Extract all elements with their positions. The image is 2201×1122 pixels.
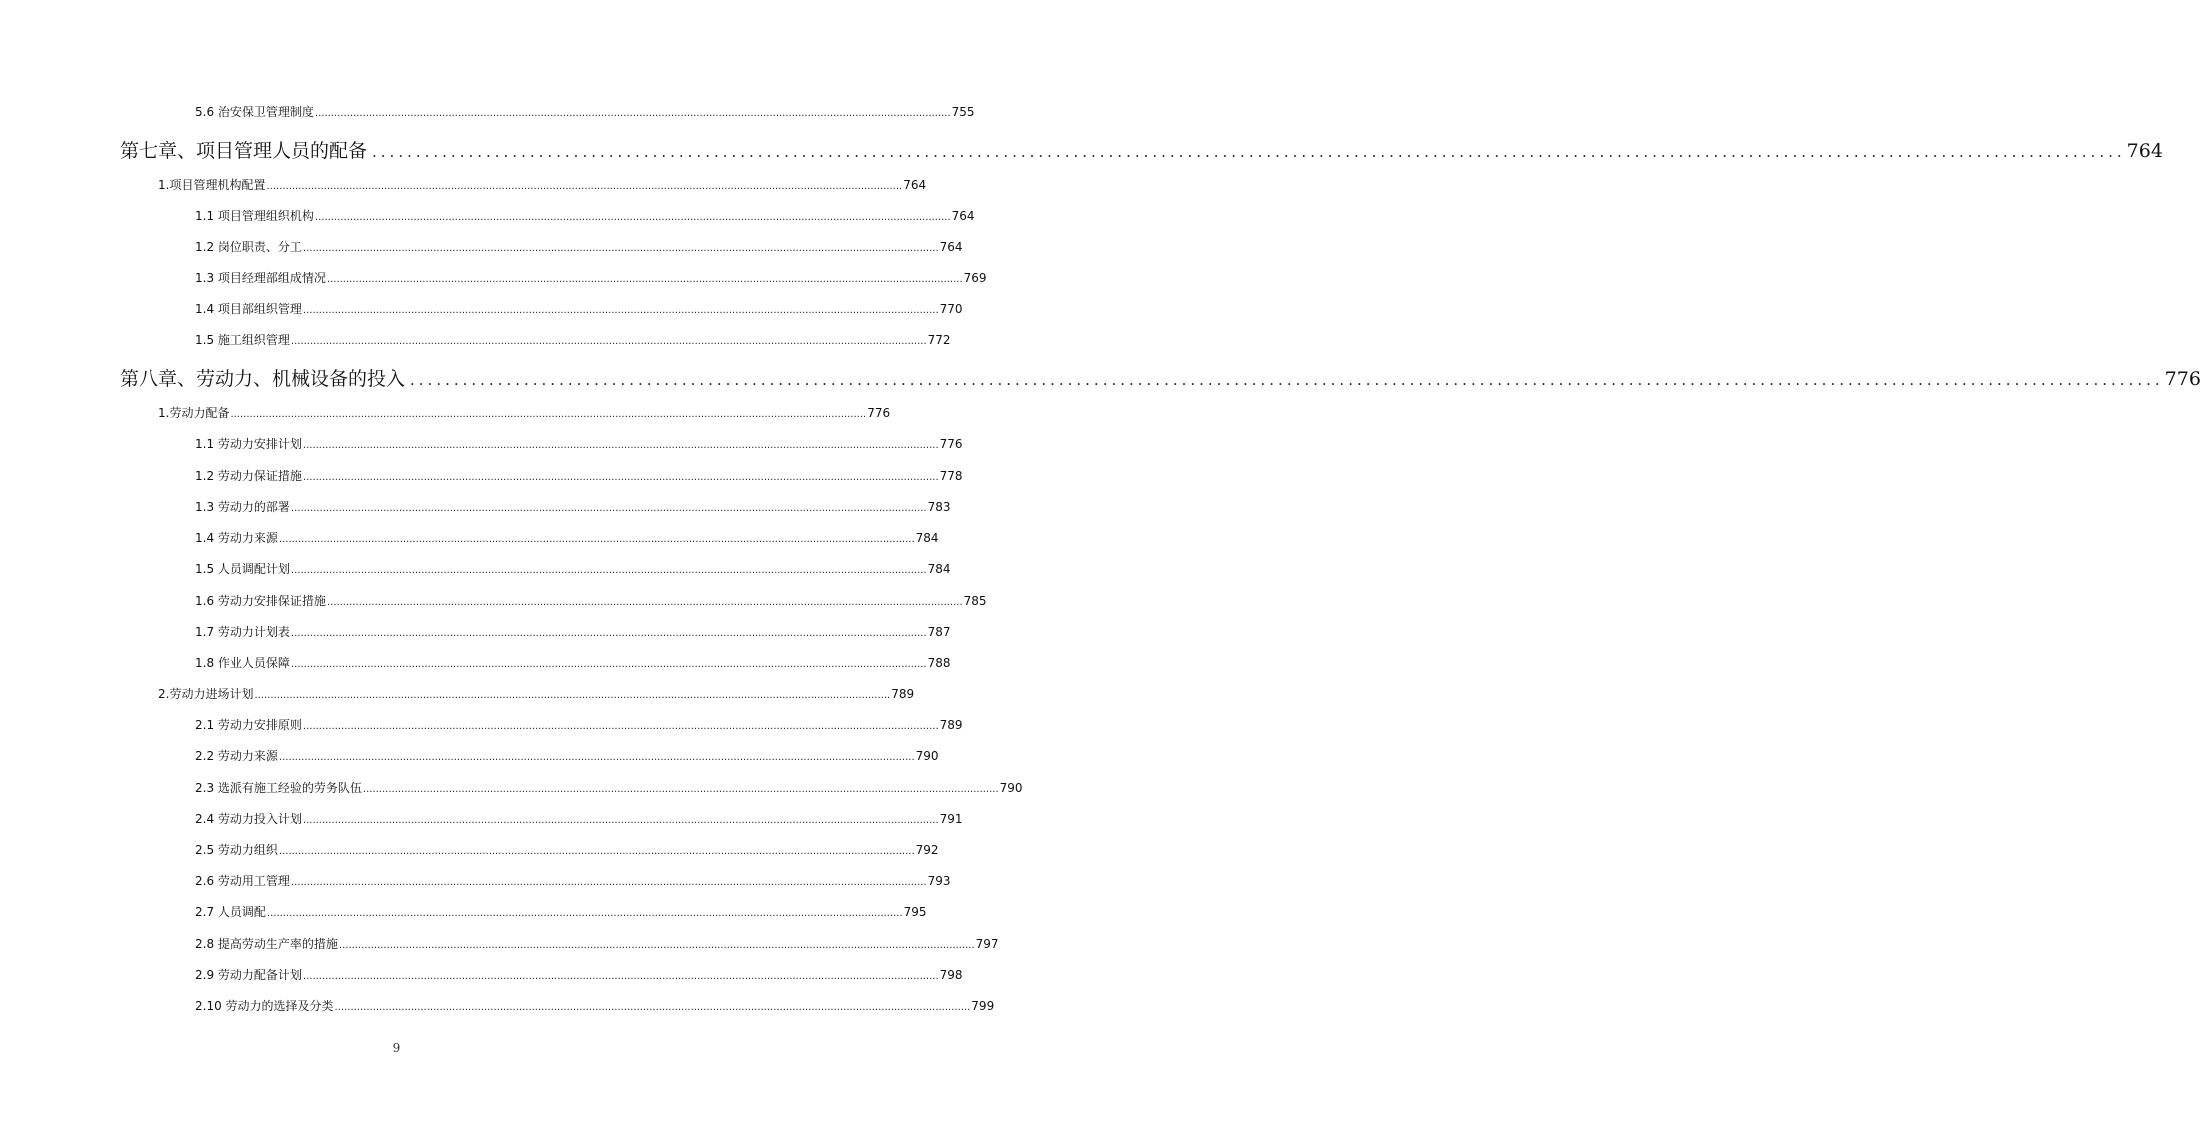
dot-leader: ........................................................................................................................................................................................................ [290, 628, 927, 639]
dot-leader: ........................................................................................................................................................................................................ [254, 690, 891, 701]
toc-entry-label: 2.7 人员调配 [195, 905, 266, 919]
toc-entry-page: 776 [939, 437, 963, 451]
toc-entry-page: 784 [927, 562, 951, 576]
toc-section[interactable] [158, 685, 915, 703]
toc-entry-label: 2.1 劳动力安排原则 [195, 718, 302, 732]
toc-entry-label: 2.8 提高劳动生产率的措施 [195, 937, 338, 951]
page-number: 9 [392, 1041, 401, 1055]
toc-entry-label: 2.5 劳动力组织 [195, 843, 278, 857]
toc-entry[interactable] [195, 810, 963, 828]
toc-entry-page: 790 [915, 749, 939, 763]
toc-entry-page: 783 [927, 500, 951, 514]
toc-entry-label: 1.5 人员调配计划 [195, 562, 290, 576]
toc-entry[interactable] [195, 872, 951, 890]
toc-entry-page: 785 [963, 594, 987, 608]
toc-entry-label: 2.6 劳动用工管理 [195, 874, 290, 888]
toc-entry[interactable] [195, 103, 975, 121]
dot-leader: ........................................................................................................................................................................................................ [338, 940, 975, 951]
toc-entry-label: 1.2 劳动力保证措施 [195, 469, 302, 483]
toc-entry-label: 5.6 治安保卫管理制度 [195, 105, 314, 119]
toc-entry-page: 790 [999, 781, 1023, 795]
toc-entry-page: 788 [927, 656, 951, 670]
toc-chapter-label: 第八章、劳动力、机械设备的投入 [120, 368, 406, 390]
toc-chapter[interactable] [120, 136, 2163, 162]
toc-section-page: 776 [867, 406, 891, 420]
toc-entry-page: 799 [971, 999, 995, 1013]
toc-section[interactable] [158, 404, 891, 422]
toc-entry-label: 2.3 选派有施工经验的劳务队伍 [195, 781, 362, 795]
toc-entry[interactable] [195, 300, 963, 318]
toc-section[interactable] [158, 176, 927, 194]
dot-leader: ........................................................................................................................................................................................................ [334, 1002, 971, 1013]
toc-entry-label: 1.3 项目经理部组成情况 [195, 271, 326, 285]
toc-section-label: 2.劳动力进场计划 [158, 687, 254, 701]
dot-leader: ........................................................................................................................................................................................................ [362, 784, 999, 795]
toc-entry[interactable] [195, 623, 951, 641]
dot-leader: ........................................................................................................................................................................................................ [266, 908, 903, 919]
dot-leader: ........................................................................................................................................................................................................ [290, 659, 927, 670]
dot-leader: ........................................................................................................................................................................................................ [372, 143, 2126, 161]
toc-entry-page: 795 [903, 905, 927, 919]
toc-entry-label: 2.4 劳动力投入计划 [195, 812, 302, 826]
toc-entry[interactable] [195, 207, 975, 225]
toc-entry[interactable] [195, 269, 987, 287]
dot-leader: ........................................................................................................................................................................................................ [314, 108, 951, 119]
toc-entry-label: 1.6 劳动力安排保证措施 [195, 594, 326, 608]
toc-entry-label: 2.9 劳动力配备计划 [195, 968, 302, 982]
toc-entry-label: 1.1 劳动力安排计划 [195, 437, 302, 451]
dot-leader: ........................................................................................................................................................................................................ [302, 815, 939, 826]
dot-leader: ........................................................................................................................................................................................................ [410, 371, 2164, 389]
toc-entry-page: 772 [927, 333, 951, 347]
dot-leader: ........................................................................................................................................................................................................ [302, 305, 939, 316]
toc-entry-label: 1.1 项目管理组织机构 [195, 209, 314, 223]
dot-leader: ........................................................................................................................................................................................................ [290, 565, 927, 576]
toc-entry-page: 784 [915, 531, 939, 545]
toc-entry-page: 793 [927, 874, 951, 888]
toc-entry-label: 2.10 劳动力的选择及分类 [195, 999, 334, 1013]
toc-section-page: 764 [903, 178, 927, 192]
toc-entry-label: 1.4 劳动力来源 [195, 531, 278, 545]
toc-entry[interactable] [195, 716, 963, 734]
dot-leader: ........................................................................................................................................................................................................ [302, 971, 939, 982]
toc-entry[interactable] [195, 435, 963, 453]
toc-entry-label: 1.5 施工组织管理 [195, 333, 290, 347]
toc-entry[interactable] [195, 498, 951, 516]
dot-leader: ........................................................................................................................................................................................................ [290, 877, 927, 888]
dot-leader: ........................................................................................................................................................................................................ [266, 181, 903, 192]
toc-entry-label: 1.4 项目部组织管理 [195, 302, 302, 316]
dot-leader: ........................................................................................................................................................................................................ [302, 721, 939, 732]
toc-section-label: 1.劳动力配备 [158, 406, 230, 420]
toc-entry[interactable] [195, 331, 951, 349]
dot-leader: ........................................................................................................................................................................................................ [290, 336, 927, 347]
toc-entry-label: 1.3 劳动力的部署 [195, 500, 290, 514]
toc-entry-page: 787 [927, 625, 951, 639]
toc-entry[interactable] [195, 935, 999, 953]
toc-chapter[interactable] [120, 364, 2201, 390]
toc-entry-label: 1.8 作业人员保障 [195, 656, 290, 670]
toc-chapter-label: 第七章、项目管理人员的配备 [120, 140, 368, 162]
dot-leader: ........................................................................................................................................................................................................ [302, 472, 939, 483]
dot-leader: ........................................................................................................................................................................................................ [290, 503, 927, 514]
dot-leader: ........................................................................................................................................................................................................ [314, 212, 951, 223]
toc-entry[interactable] [195, 560, 951, 578]
toc-entry-page: 764 [951, 209, 975, 223]
toc-entry-page: 792 [915, 843, 939, 857]
toc-entry-page: 769 [963, 271, 987, 285]
toc-entry[interactable] [195, 529, 939, 547]
toc-chapter-page: 776 [2164, 368, 2201, 390]
toc-entry-page: 797 [975, 937, 999, 951]
toc-entry-label: 1.2 岗位职责、分工 [195, 240, 302, 254]
toc-chapter-page: 764 [2126, 140, 2163, 162]
toc-entry[interactable] [195, 966, 963, 984]
toc-entry[interactable] [195, 779, 1023, 797]
toc-entry-page: 770 [939, 302, 963, 316]
dot-leader: ........................................................................................................................................................................................................ [326, 597, 963, 608]
toc-entry-page: 798 [939, 968, 963, 982]
dot-leader: ........................................................................................................................................................................................................ [326, 274, 963, 285]
toc-entry[interactable] [195, 592, 987, 610]
toc-entry[interactable] [195, 238, 963, 256]
toc-entry-label: 2.2 劳动力来源 [195, 749, 278, 763]
dot-leader: ........................................................................................................................................................................................................ [278, 534, 915, 545]
toc-entry[interactable] [195, 467, 963, 485]
toc-entry[interactable] [195, 841, 939, 859]
toc-entry-page: 789 [939, 718, 963, 732]
toc-entry-page: 778 [939, 469, 963, 483]
toc-entry-page: 791 [939, 812, 963, 826]
dot-leader: ........................................................................................................................................................................................................ [302, 243, 939, 254]
toc-entry-page: 764 [939, 240, 963, 254]
dot-leader: ........................................................................................................................................................................................................ [302, 440, 939, 451]
toc-entry[interactable] [195, 903, 927, 921]
toc-section-label: 1.项目管理机构配置 [158, 178, 266, 192]
toc-entry[interactable] [195, 997, 995, 1015]
toc-entry[interactable] [195, 654, 951, 672]
dot-leader: ........................................................................................................................................................................................................ [278, 846, 915, 857]
dot-leader: ........................................................................................................................................................................................................ [230, 409, 867, 420]
toc-entry-page: 755 [951, 105, 975, 119]
toc-entry-label: 1.7 劳动力计划表 [195, 625, 290, 639]
dot-leader: ........................................................................................................................................................................................................ [278, 752, 915, 763]
toc-section-page: 789 [891, 687, 915, 701]
toc-entry[interactable] [195, 747, 939, 765]
